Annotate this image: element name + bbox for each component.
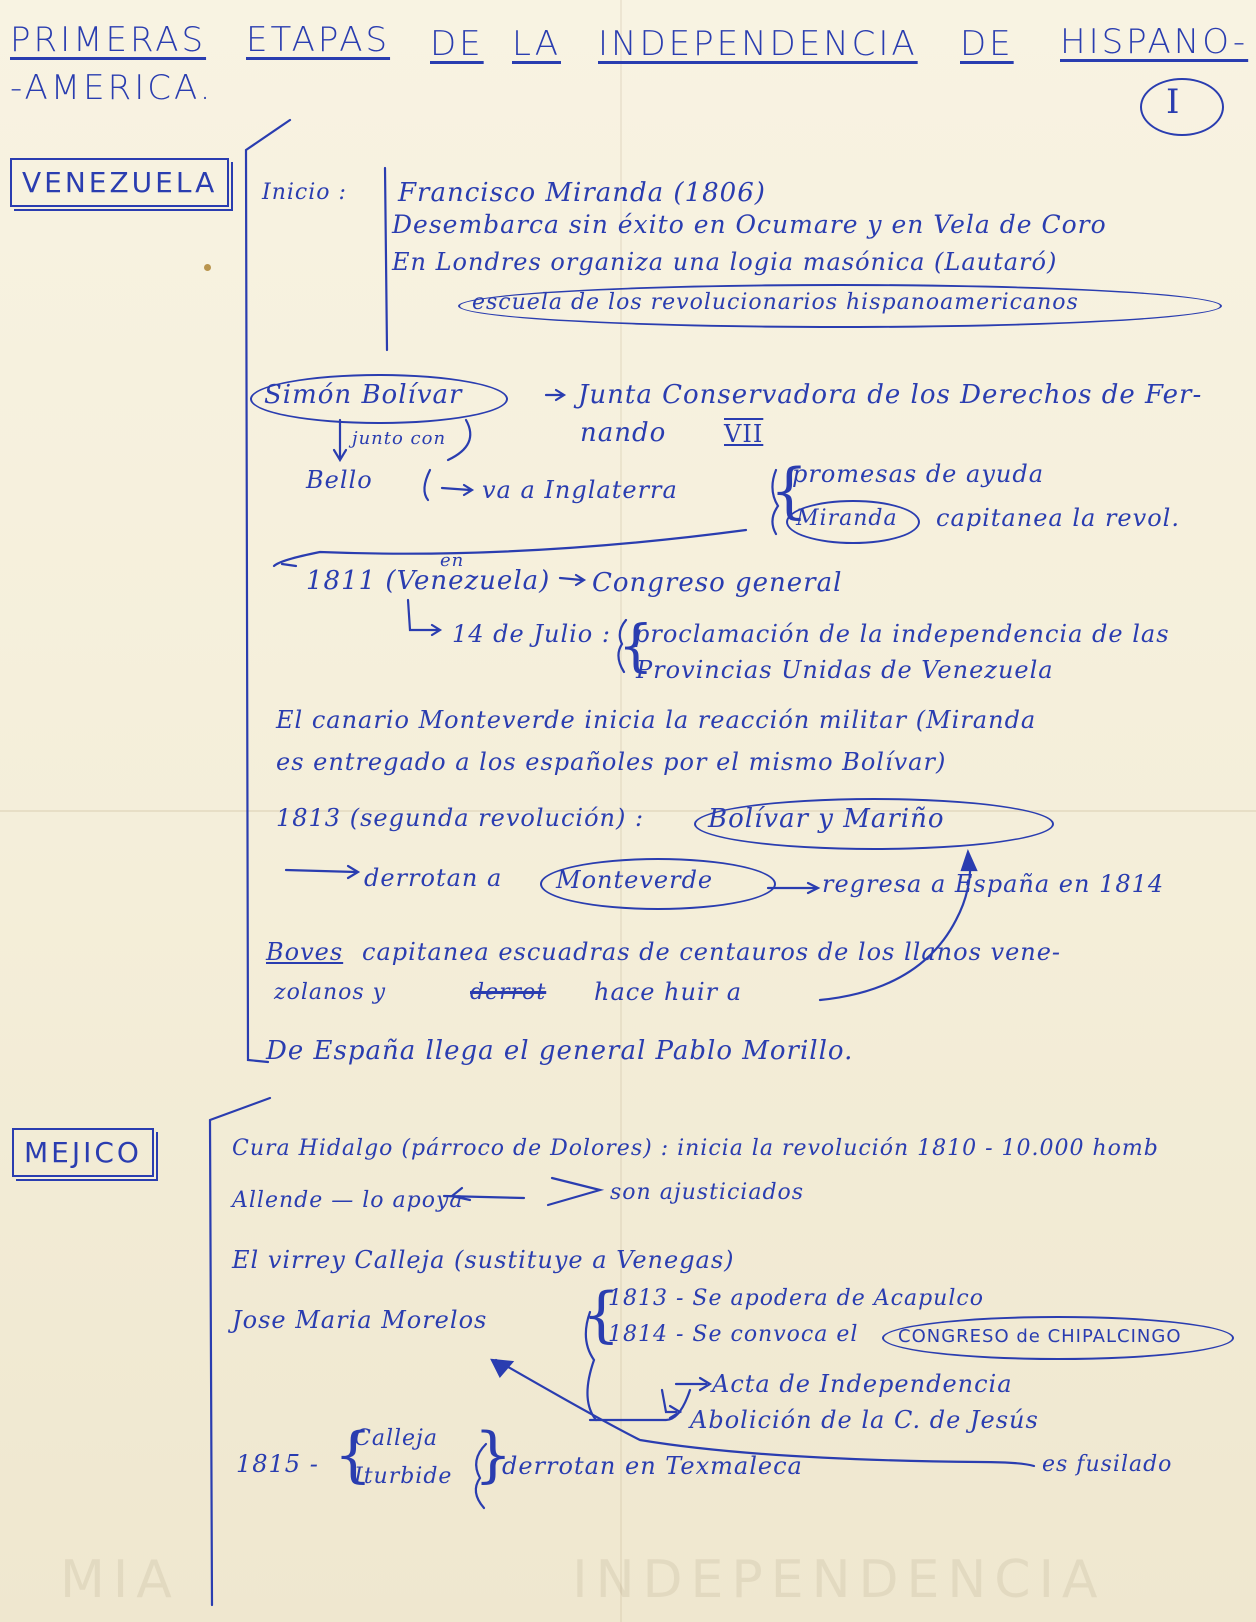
bolivar-marino: Bolívar y Mariño <box>708 804 945 834</box>
boves-crossed-word: derrot <box>470 980 547 1005</box>
section-heading-mejico: MEJICO <box>12 1128 154 1177</box>
brace: { <box>618 614 655 679</box>
ajusticiados: son ajusticiados <box>610 1180 805 1205</box>
bello-name: Bello <box>306 466 373 494</box>
morillo-line: De España llega el general Pablo Morillo. <box>266 1036 854 1066</box>
congreso-chipalcingo: CONGRESO de CHIPALCINGO <box>898 1326 1182 1347</box>
iturbide: Iturbide <box>354 1464 453 1489</box>
en-small: en <box>440 550 465 571</box>
calleja-line: El virrey Calleja (sustituye a Venegas) <box>232 1246 735 1274</box>
va-inglaterra: va a Inglaterra <box>482 476 678 504</box>
title-word: HISPANO- <box>1060 22 1249 62</box>
brace: } <box>474 1420 514 1490</box>
capitanea: capitanea la revol. <box>936 504 1180 532</box>
year-1813: 1813 (segunda revolución) : <box>276 804 645 832</box>
inicio-line: Desembarca sin éxito en Ocumare y en Vela de Coro <box>392 210 1107 239</box>
junta-roman: VII <box>724 420 764 448</box>
title-word: PRIMERAS <box>10 20 207 60</box>
junta-line: Junta Conservadora de los Derechos de Fer- <box>578 380 1203 410</box>
hidalgo-line: Cura Hidalgo (párroco de Dolores) : inicia la revolución 1810 - 10.000 homb <box>232 1136 1159 1161</box>
proclamacion-line: Provincias Unidas de Venezuela <box>636 656 1054 684</box>
acta-independencia: Acta de Independencia <box>712 1370 1013 1398</box>
calleja-1815: Calleja <box>354 1426 438 1451</box>
bleed-through-text: MIA INDEPENDENCIA <box>60 1550 1106 1610</box>
canario-line: El canario Monteverde inicia la reacción militar (Miranda <box>276 706 1037 734</box>
inicio-line: Francisco Miranda (1806) <box>398 178 766 208</box>
boves-name: Boves <box>266 938 344 966</box>
junto-con: junto con <box>352 428 447 449</box>
promesas: promesas de ayuda <box>792 460 1045 488</box>
title-word: -AMERICA. <box>10 68 214 108</box>
inicio-line: escuela de los revolucionarios hispanoamericanos <box>472 290 1079 315</box>
section-heading-venezuela: VENEZUELA <box>10 158 229 207</box>
boves-line: hace huir a <box>594 978 743 1006</box>
brace: { <box>334 1420 374 1490</box>
year-1811: 1811 (Venezuela) <box>306 566 551 596</box>
title-word: ETAPAS <box>246 20 391 60</box>
derrotan: derrotan a <box>364 864 503 892</box>
junta-line: nando <box>580 418 667 448</box>
inicio-line: En Londres organiza una logia masónica (Lautaró) <box>392 248 1058 276</box>
congreso-general: Congreso general <box>592 568 843 598</box>
title-word: LA <box>512 24 561 64</box>
julio-date: 14 de Julio : <box>452 620 611 648</box>
brace: { <box>582 1280 622 1350</box>
miranda-circled: Miranda <box>796 506 898 531</box>
bolivar-name: Simón Bolívar <box>264 380 463 410</box>
title-word: DE <box>960 24 1014 64</box>
proclamacion-line: proclamación de la independencia de las <box>634 620 1170 648</box>
title-word: INDEPENDENCIA <box>598 24 918 64</box>
page-marker: I <box>1166 82 1181 122</box>
boves-line: zolanos y <box>274 980 387 1005</box>
monteverde: Monteverde <box>556 866 714 894</box>
morelos-1813: 1813 - Se apodera de Acapulco <box>608 1286 984 1311</box>
canario-line: es entregado a los españoles por el mismo Bolívar) <box>276 748 947 776</box>
inicio-label: Inicio : <box>262 180 347 205</box>
derrotan-texmaleca: derrotan en Texmaleca <box>502 1452 803 1480</box>
fusilado: es fusilado <box>1042 1452 1173 1477</box>
year-1815: 1815 - <box>236 1450 319 1478</box>
regresa: regresa a España en 1814 <box>822 870 1165 898</box>
boves-line: capitanea escuadras de centauros de los llanos vene- <box>362 938 1062 966</box>
morelos-name: Jose Maria Morelos <box>232 1306 488 1334</box>
allende-line: Allende — lo apoya <box>232 1188 464 1213</box>
morelos-1814: 1814 - Se convoca el <box>608 1322 859 1347</box>
abolicion: Abolición de la C. de Jesús <box>690 1406 1039 1434</box>
title-word: DE <box>430 24 484 64</box>
brace: { <box>770 456 810 526</box>
